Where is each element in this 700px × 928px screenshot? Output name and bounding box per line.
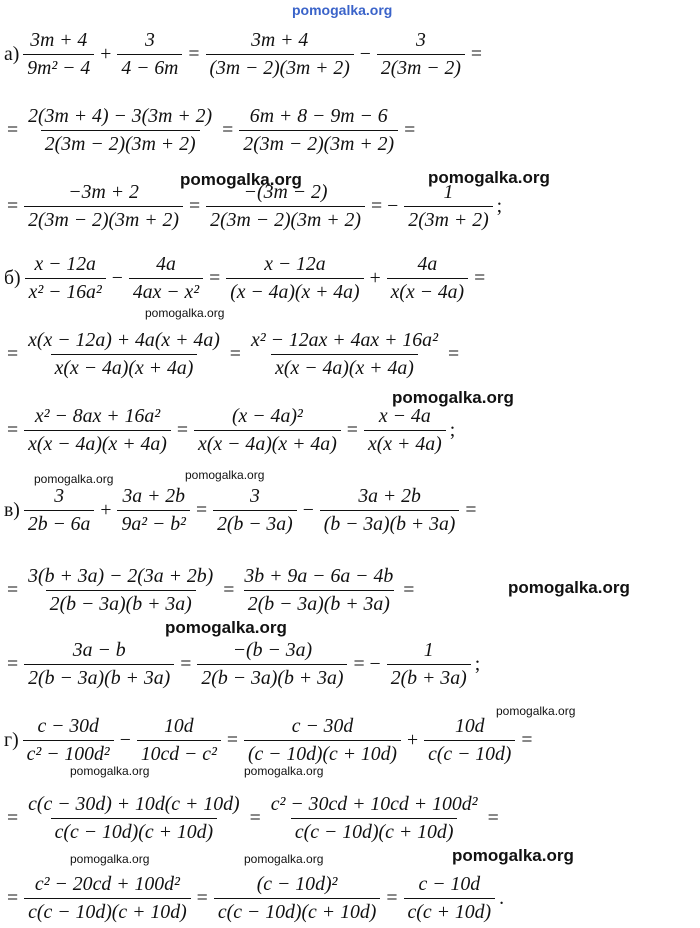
numerator: x(x − 12a) + 4a(x + 4a) — [28, 328, 220, 351]
denominator: 2(b − 3a)(b + 3a) — [244, 590, 394, 616]
numerator: 3m + 4 — [30, 28, 88, 51]
operator: + — [100, 42, 112, 65]
denominator: 2(b − 3a)(b + 3a) — [197, 664, 347, 690]
watermark: pomogalka.org — [428, 168, 550, 187]
operator: = — [226, 728, 238, 751]
numerator: 1 — [443, 180, 454, 203]
operator: = — [222, 118, 234, 141]
fraction — [23, 29, 94, 80]
numerator: c − 10d — [418, 872, 481, 895]
fraction — [194, 405, 341, 456]
numerator: c(c − 30d) + 10d(c + 10d) — [28, 792, 240, 815]
operator: = — [487, 806, 499, 829]
watermark: pomogalka.org — [34, 472, 114, 486]
numerator: 10d — [164, 714, 194, 737]
watermark: pomogalka.org — [508, 578, 630, 597]
denominator: x(x − 4a)(x + 4a) — [24, 430, 171, 456]
denominator: 2(b − 3a)(b + 3a) — [46, 590, 196, 616]
numerator: c² − 20cd + 100d² — [34, 872, 180, 895]
fraction — [244, 715, 401, 766]
fraction — [24, 329, 224, 380]
exercise-label: б) — [4, 266, 21, 289]
denominator: c(c − 10d)(c + 10d) — [291, 818, 458, 844]
watermark-top: pomogalka.org — [292, 2, 393, 18]
numerator: x − 12a — [34, 252, 96, 275]
fraction — [24, 873, 191, 924]
operator: = — [223, 578, 235, 601]
operator: + — [369, 266, 381, 289]
watermark: pomogalka.org — [452, 846, 574, 865]
fraction — [424, 715, 515, 766]
operator: = — [386, 886, 398, 909]
exercise-label: в) — [4, 498, 20, 521]
equation-line — [0, 400, 700, 460]
numerator: 3b + 9a − 6a − 4b — [244, 564, 394, 587]
denominator: c² − 100d² — [23, 740, 114, 766]
denominator: (3m − 2)(3m + 2) — [206, 54, 354, 80]
denominator: 2(3m − 2)(3m + 2) — [41, 130, 200, 156]
numerator: 3a + 2b — [122, 484, 185, 507]
denominator: 2(3m − 2)(3m + 2) — [239, 130, 398, 156]
operator: = — [404, 118, 416, 141]
operator: = − — [371, 194, 399, 217]
numerator: (c − 10d)² — [256, 872, 338, 895]
watermark: pomogalka.org — [180, 170, 302, 189]
operator: − — [359, 42, 371, 65]
fraction — [267, 793, 482, 844]
equation-line — [0, 788, 700, 848]
fraction — [24, 639, 174, 690]
fraction — [226, 253, 363, 304]
fraction — [24, 105, 216, 156]
equation-line — [0, 176, 700, 236]
numerator: 3(b + 3a) − 2(3a + 2b) — [28, 564, 214, 587]
operator: = — [195, 498, 208, 521]
operator: + — [407, 728, 419, 751]
operator: = — [249, 806, 261, 829]
equation-line — [0, 868, 700, 928]
denominator: 10cd − c² — [137, 740, 221, 766]
numerator: 6m + 8 − 9m − 6 — [249, 104, 388, 127]
equation-line — [0, 480, 700, 540]
numerator: x² − 8ax + 16a² — [34, 404, 161, 427]
watermark: pomogalka.org — [244, 852, 324, 866]
watermark: pomogalka.org — [496, 704, 576, 718]
numerator: 4a — [417, 252, 438, 275]
fraction — [117, 485, 189, 536]
denominator: 9m² − 4 — [23, 54, 94, 80]
numerator: 3m + 4 — [251, 28, 309, 51]
fraction — [23, 715, 114, 766]
numerator: 3 — [249, 484, 260, 507]
denominator: c(c − 10d)(c + 10d) — [214, 898, 381, 924]
denominator: x(x + 4a) — [364, 430, 446, 456]
fraction — [24, 565, 217, 616]
operator: = — [7, 578, 19, 601]
numerator: 3 — [415, 28, 426, 51]
exercise-label: а) — [4, 42, 20, 65]
watermark: pomogalka.org — [70, 764, 150, 778]
numerator: 3a + 2b — [358, 484, 421, 507]
equation-line — [0, 248, 700, 308]
denominator: 2(b − 3a) — [213, 510, 297, 536]
numerator: −(b − 3a) — [232, 638, 313, 661]
operator: − — [111, 266, 123, 289]
operator: = — [176, 418, 189, 441]
operator: = − — [353, 652, 381, 675]
operator: = — [7, 652, 19, 675]
numerator: (x − 4a)² — [231, 404, 303, 427]
denominator: (x − 4a)(x + 4a) — [226, 278, 363, 304]
numerator: 3 — [144, 28, 155, 51]
operator: − — [119, 728, 131, 751]
fraction — [387, 639, 471, 690]
fraction — [129, 253, 203, 304]
fraction — [247, 329, 442, 380]
numerator: 1 — [423, 638, 434, 661]
watermark: pomogalka.org — [392, 388, 514, 407]
numerator: 4a — [156, 252, 176, 275]
operator: = — [188, 42, 200, 65]
equation-line — [0, 710, 700, 770]
operator: = — [209, 266, 221, 289]
equation-line — [0, 100, 700, 160]
fraction — [24, 181, 183, 232]
denominator: (c − 10d)(c + 10d) — [244, 740, 401, 766]
denominator: c(c − 10d) — [424, 740, 515, 766]
operator: = — [470, 42, 483, 65]
fraction — [197, 639, 347, 690]
denominator: x(x − 4a)(x + 4a) — [271, 354, 418, 380]
fraction — [24, 485, 95, 536]
fraction — [240, 565, 397, 616]
watermark: pomogalka.org — [165, 618, 287, 637]
denominator: 2(3m − 2) — [377, 54, 465, 80]
operator: = — [7, 342, 19, 365]
punctuation: ; — [449, 418, 456, 441]
numerator: 2(3m + 4) − 3(3m + 2) — [28, 104, 213, 127]
denominator: 2(3m − 2)(3m + 2) — [24, 206, 183, 232]
denominator: x(x − 4a) — [387, 278, 468, 304]
denominator: c(c − 10d)(c + 10d) — [24, 898, 191, 924]
denominator: 2(b + 3a) — [387, 664, 471, 690]
equation-line — [0, 324, 700, 384]
operator: = — [189, 194, 201, 217]
numerator: 3a − b — [72, 638, 126, 661]
fraction — [24, 405, 171, 456]
watermark: pomogalka.org — [185, 468, 265, 482]
operator: = — [7, 118, 19, 141]
denominator: c(c + 10d) — [404, 898, 496, 924]
exercise-label: г) — [4, 728, 19, 751]
fraction — [320, 485, 460, 536]
denominator: x(x − 4a)(x + 4a) — [194, 430, 341, 456]
denominator: x² − 16a² — [25, 278, 106, 304]
numerator: x − 4a — [378, 404, 431, 427]
numerator: x − 12a — [264, 252, 326, 275]
watermark: pomogalka.org — [70, 852, 150, 866]
denominator: 4ax − x² — [129, 278, 203, 304]
fraction — [239, 105, 398, 156]
operator: = — [521, 728, 533, 751]
operator: = — [7, 806, 19, 829]
denominator: 2(3m + 2) — [404, 206, 492, 232]
fraction — [404, 181, 492, 232]
operator: = — [474, 266, 486, 289]
operator: = — [229, 342, 241, 365]
fraction — [117, 29, 182, 80]
fraction — [24, 793, 243, 844]
denominator: 9a² − b² — [117, 510, 189, 536]
numerator: c − 30d — [291, 714, 354, 737]
fraction — [214, 873, 381, 924]
numerator: 3 — [54, 484, 65, 507]
denominator: 4 − 6m — [117, 54, 182, 80]
numerator: −(3m − 2) — [243, 180, 328, 203]
operator: = — [7, 886, 19, 909]
punctuation: . — [499, 886, 505, 909]
watermark: pomogalka.org — [244, 764, 324, 778]
operator: = — [403, 578, 415, 601]
equation-line — [0, 634, 700, 694]
watermark: pomogalka.org — [145, 306, 225, 320]
fraction — [387, 253, 468, 304]
numerator: −3m + 2 — [68, 180, 139, 203]
denominator: 2(b − 3a)(b + 3a) — [24, 664, 174, 690]
fraction — [404, 873, 496, 924]
numerator: x² − 12ax + 4ax + 16a² — [250, 328, 438, 351]
operator: = — [7, 194, 19, 217]
operator: = — [7, 418, 19, 441]
denominator: 2b − 6a — [24, 510, 95, 536]
equation-line — [0, 24, 700, 84]
operator: − — [302, 498, 314, 521]
operator: = — [465, 498, 477, 521]
operator: + — [100, 498, 112, 521]
numerator: c² − 30cd + 10cd + 100d² — [270, 792, 478, 815]
denominator: c(c − 10d)(c + 10d) — [51, 818, 218, 844]
denominator: 2(3m − 2)(3m + 2) — [206, 206, 365, 232]
fraction — [206, 29, 354, 80]
fraction — [137, 715, 221, 766]
fraction — [213, 485, 297, 536]
punctuation: ; — [496, 194, 503, 217]
numerator: 10d — [454, 714, 485, 737]
fraction — [25, 253, 106, 304]
operator: = — [196, 886, 208, 909]
denominator: x(x − 4a)(x + 4a) — [51, 354, 198, 380]
operator: = — [180, 652, 192, 675]
fraction — [377, 29, 465, 80]
operator: = — [448, 342, 460, 365]
numerator: c − 30d — [37, 714, 99, 737]
punctuation: ; — [474, 652, 481, 675]
operator: = — [346, 418, 358, 441]
fraction — [364, 405, 446, 456]
denominator: (b − 3a)(b + 3a) — [320, 510, 460, 536]
